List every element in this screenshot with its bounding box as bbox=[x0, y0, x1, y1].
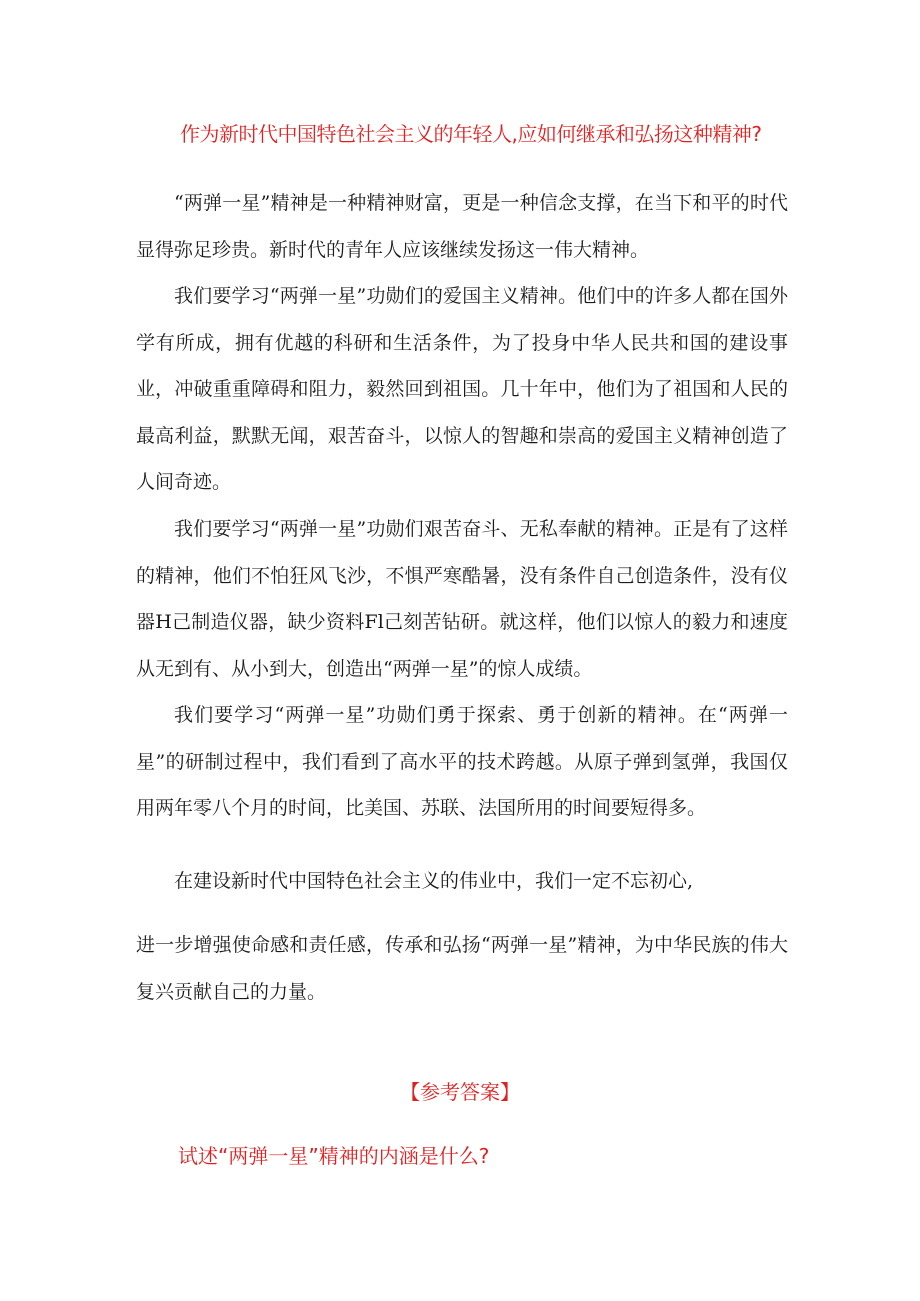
paragraph-intro: “两弹一星”精神是一种精神财富，更是一种信念支撑，在当下和平的时代显得弥足珍贵。新时代的青年人应该继续发扬这一伟大精神。 bbox=[136, 192, 788, 261]
answer-heading: 【参考答案】 bbox=[400, 1080, 520, 1104]
paragraph-innovation: 我们要学习“两弹一星”功勋们勇于探索、勇于创新的精神。在“两弹一星”的研制过程中，我们看到了高水平的技术跨越。从原子弹到氢弹，我国仅用两年零八个月的时间，比美国、苏联、法国所用的时间要短得多。 bbox=[136, 704, 788, 819]
question-title: 作为新时代中国特色社会主义的年轻人,应如何继承和弘扬这种精神? bbox=[180, 122, 762, 146]
paragraph-conclusion-start: 在建设新时代中国特色社会主义的伟业中，我们一定不忘初心, bbox=[174, 870, 694, 892]
paragraph-patriotism: 我们要学习“两弹一星”功勋们的爱国主义精神。他们中的许多人都在国外学有所成，拥有优越的科研和生活条件，为了投身中华人民共和国的建设事业，冲破重重障碍和阻力，毅然回到祖国。几十年中，他们为了祖国和人民的最高利益，默默无闻，艰苦奋斗，以惊人的智趣和崇高的爱国主义精神创造了人间奇迹。 bbox=[136, 285, 788, 493]
sub-question: 试述“两弹一星”精神的内涵是什么? bbox=[178, 1144, 490, 1168]
paragraph-conclusion-end: 进一步增强使命感和责任感，传承和弘扬“两弹一星”精神，为中华民族的伟大复兴贡献自己的力量。 bbox=[136, 934, 788, 1003]
paragraph-hard-work: 我们要学习“两弹一星”功勋们艰苦奋斗、无私奉献的精神。正是有了这样的精神，他们不怕狂风飞沙，不惧严寒酷暑，没有条件自己创造条件，没有仪器H己制造仪器，缺少资料Fl己刻苦钻研。就这样，他们以惊人的毅力和速度从无到有、从小到大，创造出“两弹一星”的惊人成绩。 bbox=[136, 518, 788, 680]
